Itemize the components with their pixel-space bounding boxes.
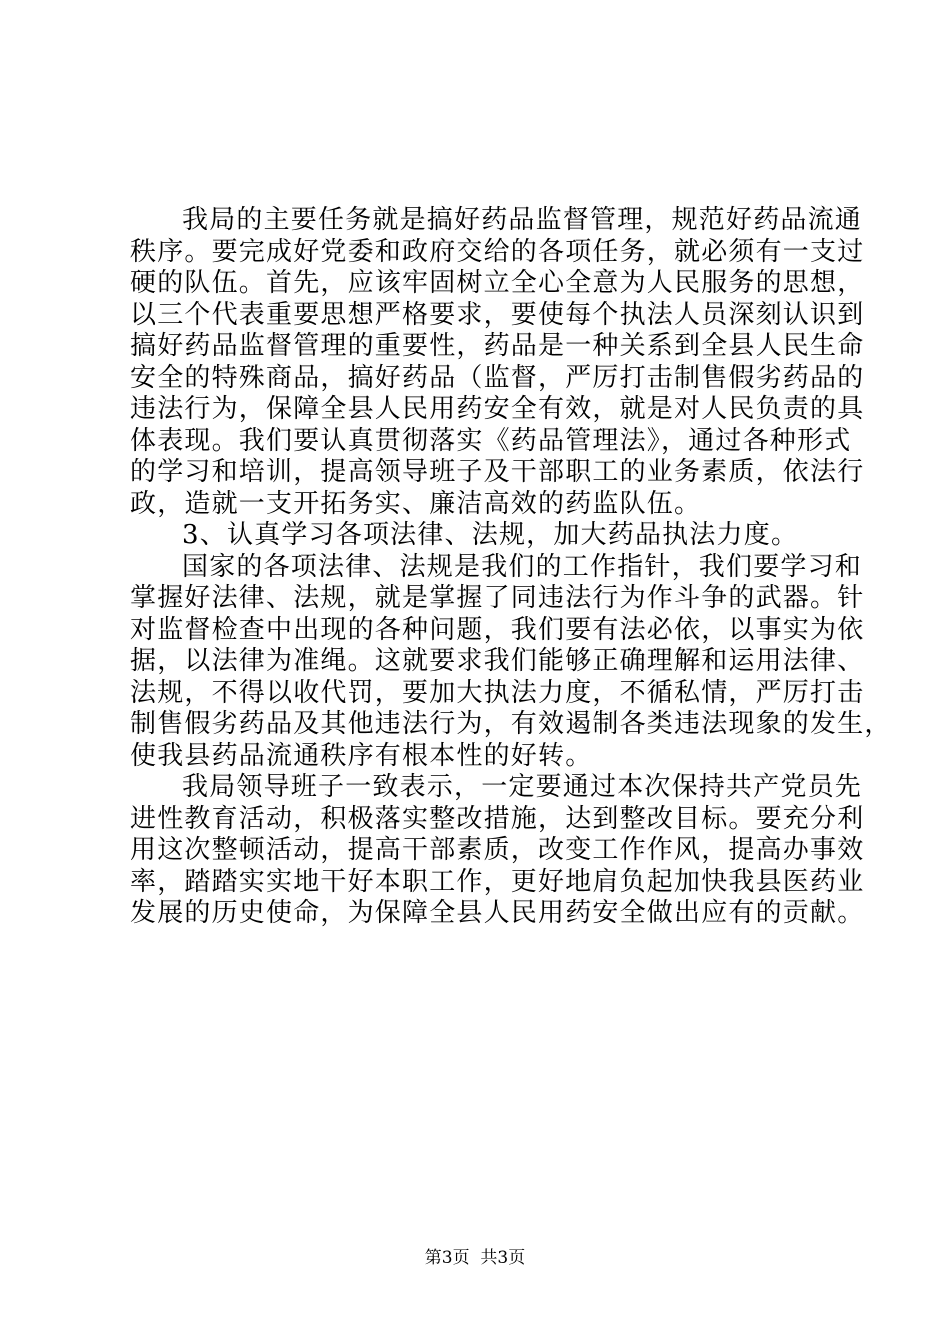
document-body xyxy=(130,205,892,930)
text-line: 掌握好法律、法规，就是掌握了同违法行为作斗争的武器。针 xyxy=(130,583,865,613)
section-heading: 3、认真学习各项法律、法规，加大药品执法力度。 xyxy=(182,520,799,550)
text-line: 硬的队伍。首先，应该牢固树立全心全意为人民服务的思想， xyxy=(130,268,865,298)
text-line: 发展的历史使命，为保障全县人民用药安全做出应有的贡献。 xyxy=(130,898,865,928)
text-line: 据，以法律为准绳。这就要求我们能够正确理解和运用法律、 xyxy=(130,646,865,676)
text-line: 法规，不得以收代罚，要加大执法力度，不循私情，严厉打击 xyxy=(130,677,865,708)
text-line: 使我县药品流通秩序有根本性的好转。 xyxy=(130,740,593,771)
text-line: 我局的主要任务就是搞好药品监督管理，规范好药品流通 xyxy=(182,205,863,235)
text-line: 体表现。我们要认真贯彻落实《药品管理法》，通过各种形式 xyxy=(130,425,852,456)
text-line: 政，造就一支开拓务实、廉洁高效的药监队伍。 xyxy=(130,488,702,519)
text-line: 秩序。要完成好党委和政府交给的各项任务，就必须有一支过 xyxy=(130,236,865,267)
text-line: 搞好药品监督管理的重要性，药品是一种关系到全县人民生命 xyxy=(130,331,865,361)
text-line: 率，踏踏实实地干好本职工作，更好地肩负起加快我县医药业 xyxy=(130,866,865,897)
text-line: 我局领导班子一致表示，一定要通过本次保持共产党员先 xyxy=(182,772,863,802)
text-line: 用这次整顿活动，提高干部素质，改变工作作风，提高办事效 xyxy=(130,835,865,865)
page-number: 第3页 共3页 xyxy=(424,1248,526,1268)
text-line: 进性教育活动，积极落实整改措施，达到整改目标。要充分利 xyxy=(130,803,865,834)
text-line: 国家的各项法律、法规是我们的工作指针，我们要学习和 xyxy=(182,551,863,582)
text-line: 对监督检查中出现的各种问题，我们要有法必依，以事实为依 xyxy=(130,614,865,645)
text-line: 制售假劣药品及其他违法行为，有效遏制各类违法现象的发生， xyxy=(130,709,892,739)
text-line: 的学习和培训，提高领导班子及干部职工的业务素质，依法行 xyxy=(130,457,865,487)
text-line: 以三个代表重要思想严格要求，要使每个执法人员深刻认识到 xyxy=(130,299,865,330)
page-footer xyxy=(0,1243,950,1268)
text-line: 违法行为，保障全县人民用药安全有效，就是对人民负责的具 xyxy=(130,394,865,424)
text-line: 安全的特殊商品，搞好药品（监督，严厉打击制售假劣药品的 xyxy=(130,362,865,393)
